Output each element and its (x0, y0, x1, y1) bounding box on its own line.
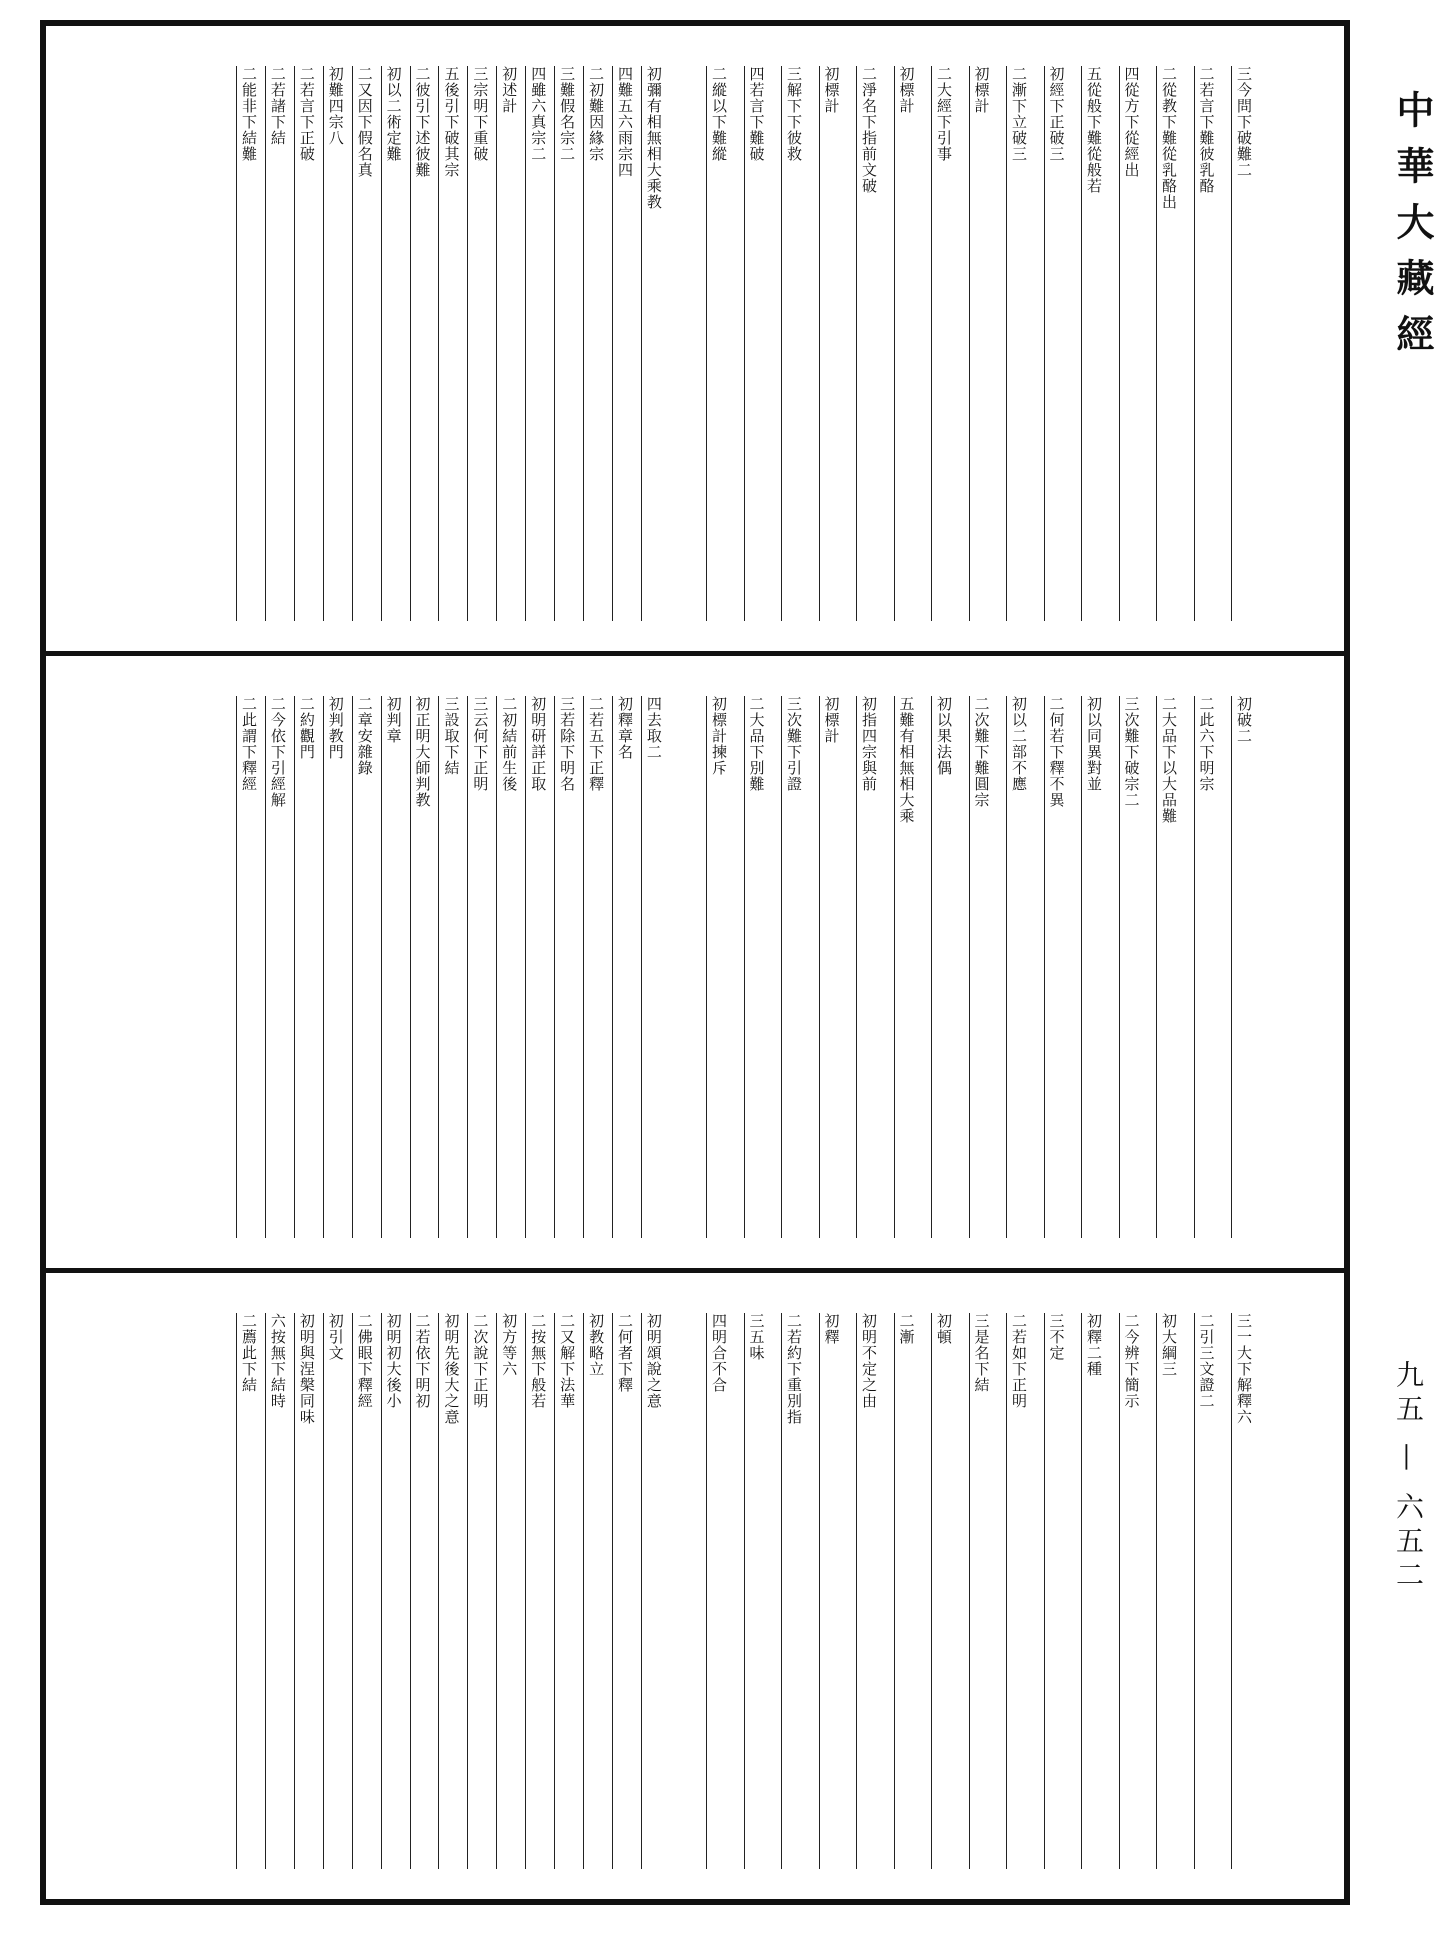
text-column: 二若諸下結 (265, 66, 288, 621)
sutra-page-frame (40, 20, 1350, 1905)
text-column: 初釋章名 (612, 696, 635, 1238)
text-column: 初明不定之由 (856, 1313, 879, 1869)
lower-right-columns (706, 1313, 1254, 1869)
text-column: 初以二部不應 (1006, 696, 1029, 1238)
text-column: 三解下下彼救 (781, 66, 804, 621)
text-column: 二彼引下述彼難 (410, 66, 433, 621)
text-column: 三次難下引證 (781, 696, 804, 1238)
text-column: 二次難下難圓宗 (969, 696, 992, 1238)
text-column: 初明頌說之意 (641, 1313, 664, 1869)
text-column: 初以二術定難 (381, 66, 404, 621)
text-column: 二按無下般若 (525, 1313, 548, 1869)
text-column: 初明研詳正取 (525, 696, 548, 1238)
lower-left-columns (236, 1313, 664, 1869)
middle-right-columns (706, 696, 1254, 1238)
text-column: 初標計 (969, 66, 992, 621)
middle-register (46, 656, 1344, 1273)
text-column: 二漸 (894, 1313, 917, 1869)
text-column: 二縱以下難縱 (706, 66, 729, 621)
lower-register (46, 1273, 1344, 1899)
text-column: 三不定 (1044, 1313, 1067, 1869)
text-column: 初教略立 (583, 1313, 606, 1869)
text-column: 二若五下正釋 (583, 696, 606, 1238)
text-column: 初釋 (819, 1313, 842, 1869)
text-column: 三云何下正明 (467, 696, 490, 1238)
text-column: 四若言下難破 (744, 66, 767, 621)
text-column: 二若言下難彼乳酪 (1194, 66, 1217, 621)
text-column: 初彌有相無相大乘教 (641, 66, 664, 621)
text-column: 二若約下重別指 (781, 1313, 804, 1869)
upper-left-columns (236, 66, 664, 621)
text-column: 初破二 (1231, 696, 1254, 1238)
text-column: 三若除下明名 (554, 696, 577, 1238)
text-column: 初釋二種 (1081, 1313, 1104, 1869)
text-column: 二佛眼下釋經 (352, 1313, 375, 1869)
text-column: 三五味 (744, 1313, 767, 1869)
text-column: 初以同異對並 (1081, 696, 1104, 1238)
text-column: 二淨名下指前文破 (856, 66, 879, 621)
text-column: 二初難因緣宗 (583, 66, 606, 621)
text-column: 初難四宗八 (323, 66, 346, 621)
text-column: 三次難下破宗二 (1119, 696, 1142, 1238)
text-column: 二引三文證二 (1194, 1313, 1217, 1869)
text-column: 初大綱三 (1156, 1313, 1179, 1869)
text-column: 二章安雜錄 (352, 696, 375, 1238)
text-column: 初指四宗與前 (856, 696, 879, 1238)
text-column: 初明先後大之意 (438, 1313, 461, 1869)
text-column: 五從般下難從般若 (1081, 66, 1104, 621)
text-column: 初引文 (323, 1313, 346, 1869)
text-column: 二若依下明初 (410, 1313, 433, 1869)
text-column: 三是名下結 (969, 1313, 992, 1869)
upper-register (46, 26, 1344, 656)
text-column: 四從方下從經出 (1119, 66, 1142, 621)
text-column: 初述計 (496, 66, 519, 621)
text-column: 初頓 (931, 1313, 954, 1869)
text-column: 二大品下別難 (744, 696, 767, 1238)
text-column: 初標計揀斥 (706, 696, 729, 1238)
text-column: 四去取二 (641, 696, 664, 1238)
text-column: 初標計 (819, 66, 842, 621)
text-column: 四難五六雨宗四 (612, 66, 635, 621)
text-column: 二今依下引經解 (265, 696, 288, 1238)
text-column: 三一大下解釋六 (1231, 1313, 1254, 1869)
text-column: 五難有相無相大乘 (894, 696, 917, 1238)
page-title: 中華大藏經 (1390, 90, 1435, 370)
text-column: 四雖六真宗二 (525, 66, 548, 621)
text-column: 二若如下正明 (1006, 1313, 1029, 1869)
text-column: 二又解下法華 (554, 1313, 577, 1869)
text-column: 初判教門 (323, 696, 346, 1238)
text-column: 二能非下結難 (236, 66, 259, 621)
text-column: 二次說下正明 (467, 1313, 490, 1869)
text-column: 二約觀門 (294, 696, 317, 1238)
text-column: 二又因下假名真 (352, 66, 375, 621)
text-column: 初明與涅槃同味 (294, 1313, 317, 1869)
text-column: 初正明大師判教 (410, 696, 433, 1238)
text-column: 初經下正破三 (1044, 66, 1067, 621)
text-column: 二薦此下結 (236, 1313, 259, 1869)
text-column: 初判章 (381, 696, 404, 1238)
text-column: 二大品下以大品難 (1156, 696, 1179, 1238)
text-column: 二漸下立破三 (1006, 66, 1029, 621)
page-number: 九五 — 六五二 (1392, 1360, 1425, 1594)
middle-left-columns (236, 696, 664, 1238)
text-column: 二何者下釋 (612, 1313, 635, 1869)
text-column: 三設取下結 (438, 696, 461, 1238)
text-column: 初標計 (894, 66, 917, 621)
upper-right-columns (706, 66, 1254, 621)
text-column: 二此謂下釋經 (236, 696, 259, 1238)
text-column: 二此六下明宗 (1194, 696, 1217, 1238)
text-column: 二何若下釋不異 (1044, 696, 1067, 1238)
text-column: 初方等六 (496, 1313, 519, 1869)
text-column: 三難假名宗二 (554, 66, 577, 621)
text-column: 二若言下正破 (294, 66, 317, 621)
text-column: 二大經下引事 (931, 66, 954, 621)
text-column: 二初結前生後 (496, 696, 519, 1238)
text-column: 二今辨下簡示 (1119, 1313, 1142, 1869)
text-column: 初以果法偶 (931, 696, 954, 1238)
text-column: 三今問下破難二 (1231, 66, 1254, 621)
text-column: 五後引下破其宗 (438, 66, 461, 621)
text-column: 初明初大後小 (381, 1313, 404, 1869)
text-column: 四明合不合 (706, 1313, 729, 1869)
text-column: 六按無下結時 (265, 1313, 288, 1869)
text-column: 初標計 (819, 696, 842, 1238)
text-column: 三宗明下重破 (467, 66, 490, 621)
text-column: 二從教下難從乳酪出 (1156, 66, 1179, 621)
